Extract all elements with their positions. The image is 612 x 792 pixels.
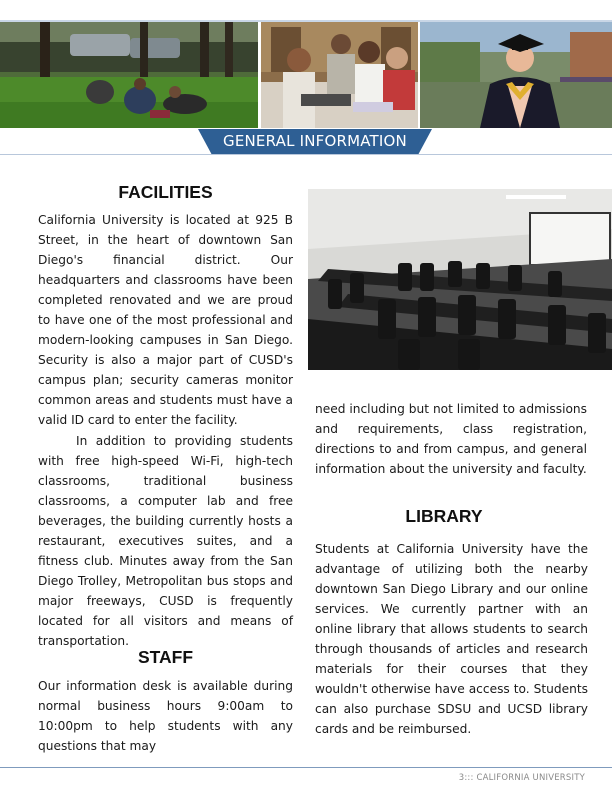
library-heading: LIBRARY	[405, 506, 483, 526]
graduate-photo	[420, 22, 612, 128]
footer-rule	[0, 767, 612, 768]
banner-title: GENERAL INFORMATION	[223, 132, 407, 150]
staff-paragraph-start: Our information desk is available during normal business hours 9:00am to 10:00pm to help students with any questions that may	[38, 679, 293, 753]
facilities-paragraph-1: California University is located at 925 B Street, in the heart of downtown San Diego's financial district. Our headquarters and classrooms have been completed renovated and we are proud to have one of the most professional and modern-looking campuses in San Diego. Security is also a major part of CUSD's campus plan; security cameras monitor common areas and students must have a valid ID card to enter the facility.	[38, 213, 293, 427]
classroom-photo	[308, 189, 612, 370]
staff-heading: STAFF	[137, 647, 194, 667]
students-group-photo	[261, 22, 418, 128]
library-paragraph: Students at California University have the advantage of utilizing both the nearby downtown San Diego Library and our online services. We currently partner with an online library that allows students to search through thousands of articles and research materials for their courses that they wouldn't otherwise have access to. Students can also purchase SDSU and UCSD library cards and be reimbursed.	[315, 542, 588, 736]
campus-lawn-photo	[0, 22, 258, 128]
facilities-paragraph-2: In addition to providing students with free high-speed Wi-Fi, high-tech classrooms, traditional business classrooms, a computer lab and free beverages, the building currently hosts a restaurant, executives suites, and a fitness club. Minutes away from the San Diego Trolley, Metropolitan bus stops and major freeways, CUSD is frequently located for all visitors and means of transportation.	[38, 434, 293, 648]
facilities-heading: FACILITIES	[118, 182, 213, 202]
staff-paragraph-end: need including but not limited to admissions and requirements, class registration, directions to and from campus, and general information about the university and faculty.	[315, 402, 587, 476]
banner-rule	[0, 154, 612, 155]
footer-page-label: 3::: CALIFORNIA UNIVERSITY	[458, 773, 585, 783]
